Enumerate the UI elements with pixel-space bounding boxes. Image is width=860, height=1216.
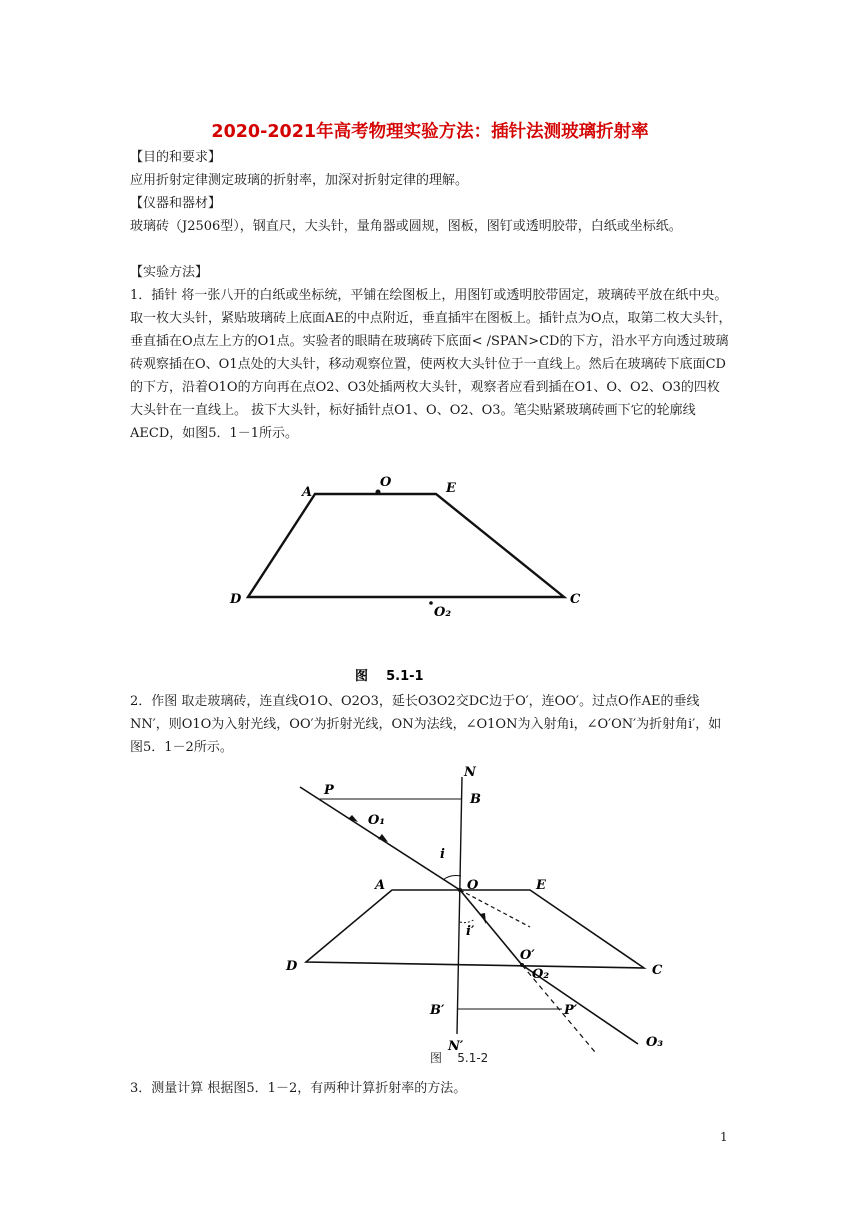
point-o-prime bbox=[520, 963, 524, 967]
label-e: E bbox=[446, 481, 456, 496]
label-o: O bbox=[380, 475, 392, 490]
figure-5-1-1 bbox=[220, 470, 600, 690]
label-o: O bbox=[467, 878, 479, 893]
label-i-prime: i′ bbox=[466, 924, 475, 939]
label-d: D bbox=[230, 592, 242, 607]
method-heading: 【实验方法】 bbox=[130, 265, 209, 280]
refracted-arrow bbox=[480, 913, 486, 924]
step1-text: 1．插针 将一张八开的白纸或坐标统，平铺在绘图板上，用图钉或透明胶带固定，玻璃砖平放在纸中央。取一枚大头针，紧贴玻璃砖上底面AE的中点附近，垂直插牢在图板上。插针点为O点，取第二枚大头针，垂直插在O点左上方的O1点。实验者的眼睛在玻璃砖下底面< /SPAN>CD的下方，沿水平方向透过玻璃砖观察插在O、O1点处的大头针，移动观察位置，使两枚大头针位于一直线上。然后在玻璃砖下底面CD的下方，沿着O1O的方向再在点O2、O3处插两枚大头针，观察者应看到插在O1、O、O2、O3的四枚大头针在一直线上。 拔下大头针，标好插针点O1、O、O2、O3。笔尖贴紧玻璃砖画下它的轮廓线AECD，如图5．1－1所示。 bbox=[130, 288, 732, 441]
label-b: B bbox=[470, 792, 481, 807]
goal-text: 应用折射定律测定玻璃的折射率，加深对折射定律的理解。 bbox=[130, 173, 469, 188]
document-title: 2020-2021年高考物理实验方法：插针法测玻璃折射率 bbox=[211, 122, 649, 142]
label-d: D bbox=[286, 959, 298, 974]
label-o1: O₁ bbox=[368, 813, 386, 828]
label-o-prime: O′ bbox=[520, 948, 535, 963]
label-n: N bbox=[464, 765, 476, 780]
label-b-prime: B′ bbox=[430, 1003, 445, 1018]
pin-point-o bbox=[376, 490, 381, 495]
label-o2: O₂ bbox=[532, 967, 550, 982]
point-o bbox=[458, 888, 462, 892]
normal-line-nn bbox=[457, 777, 462, 1034]
figure-caption-5-1-1: 图 5.1-1 bbox=[355, 669, 424, 684]
incident-ray-extension bbox=[460, 890, 530, 927]
figure-caption-5-1-2: 图 5.1-2 bbox=[430, 1051, 489, 1065]
label-c: C bbox=[652, 963, 663, 978]
label-a: A bbox=[375, 878, 386, 893]
glass-brick-outline bbox=[248, 494, 564, 597]
angle-arc-i bbox=[443, 876, 461, 881]
equipment-text: 玻璃砖（J2506型），钢直尺，大头针，量角器或圆规，图板，图钉或透明胶带，白纸或坐标纸。 bbox=[130, 219, 682, 234]
pin-point-o2 bbox=[429, 601, 433, 605]
label-n-prime: N′ bbox=[448, 1039, 464, 1054]
label-i: i bbox=[440, 847, 445, 862]
label-o2: O₂ bbox=[434, 605, 452, 620]
label-p: P bbox=[324, 783, 334, 798]
angle-arc-i-prime bbox=[460, 919, 475, 923]
label-e: E bbox=[536, 878, 546, 893]
figure-5-1-2 bbox=[280, 762, 700, 1067]
goal-heading: 【目的和要求】 bbox=[130, 150, 222, 165]
step2-text: 2．作图 取走玻璃砖，连直线O1O、O2O3，延长O3O2交DC边于O′，连OO′。过点O作AE的垂线NN′，则O1O为入射光线，OO′为折射光线，ON为法线，∠O1ON为入射角i，∠O′ON′为折射角i′，如图5．1－2所示。 bbox=[130, 694, 722, 755]
label-c: C bbox=[570, 592, 581, 607]
glass-brick-outline bbox=[306, 890, 644, 968]
page-number: 1 bbox=[720, 1130, 728, 1144]
label-p-prime: P′ bbox=[564, 1003, 578, 1018]
label-a: A bbox=[302, 485, 313, 500]
equipment-heading: 【仪器和器材】 bbox=[130, 196, 222, 211]
step3-text: 3．测量计算 根据图5．1－2，有两种计算折射率的方法。 bbox=[130, 1081, 467, 1096]
label-o3: O₃ bbox=[646, 1035, 664, 1050]
